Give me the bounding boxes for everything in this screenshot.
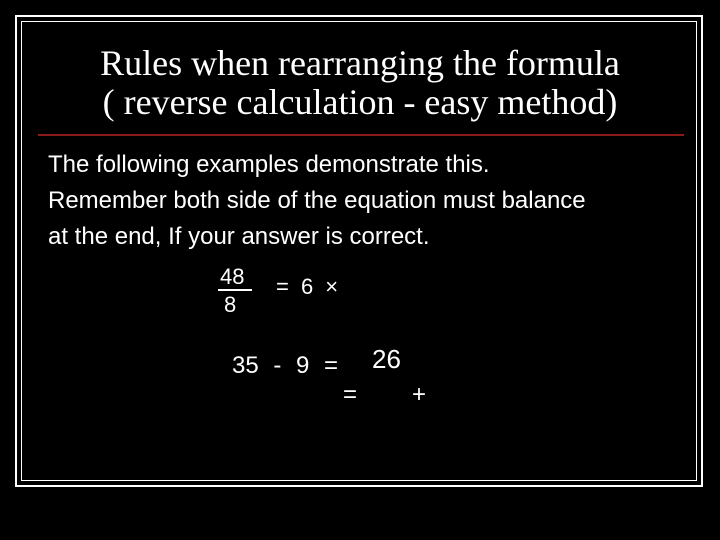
example-2-plus: + — [412, 381, 427, 408]
fraction-bar — [218, 289, 252, 291]
example-2-equals: = — [343, 381, 358, 408]
body-line-3: at the end, If your answer is correct. — [48, 223, 430, 250]
body-line-1: The following examples demonstrate this. — [48, 151, 490, 178]
body-text — [48, 147, 698, 255]
body-line-2: Remember both side of the equation must balance — [48, 187, 586, 214]
example-1-rhs: = 6 × — [276, 274, 339, 299]
example-2-lhs: 35 - 9 = — [232, 352, 339, 379]
title-line-2: ( reverse calculation - easy method) — [102, 82, 618, 122]
title-line-1: Rules when rearranging the formula — [100, 43, 620, 83]
slide-title — [30, 44, 690, 122]
fraction-denominator: 8 — [224, 292, 237, 317]
title-divider — [38, 134, 684, 136]
fraction-numerator: 48 — [220, 264, 245, 289]
example-2-result: 26 — [372, 344, 401, 374]
